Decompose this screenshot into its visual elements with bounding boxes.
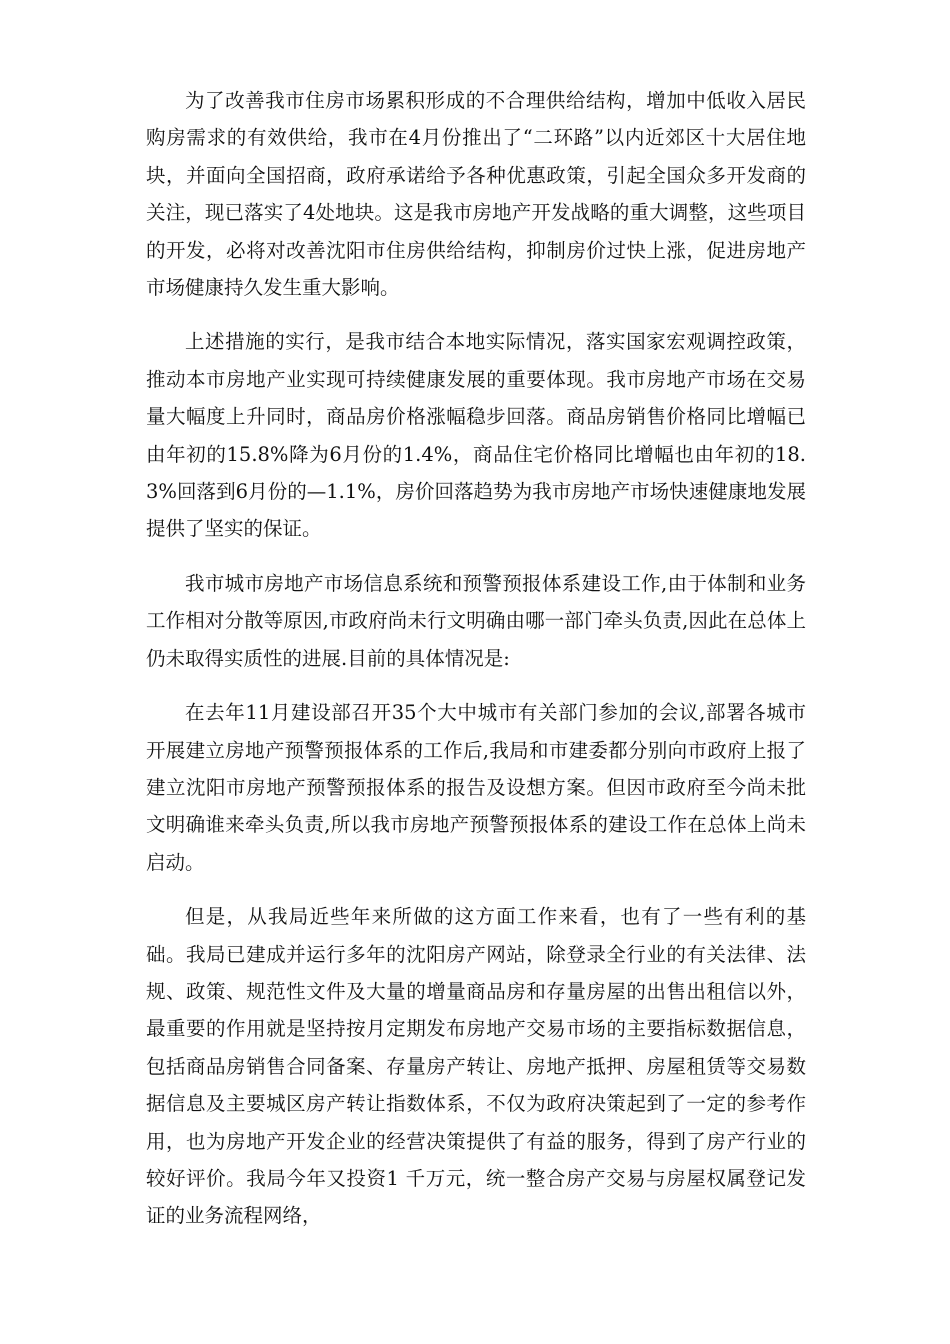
paragraph-1: 为了改善我市住房市场累积形成的不合理供给结构，增加中低收入居民购房需求的有效供给，我市在4月份推出了“二环路”以内近郊区十大居住地块，并面向全国招商，政府承诺给予各种优惠政策，引起全国众多开发商的关注，现已落实了4处地块。这是我市房地产开发战略的重大调整，这些项目的开发，必将对改善沈阳市住房供给结构，抑制房价过快上涨，促进房地产市场健康持久发生重大影响。 <box>146 89 806 300</box>
document-body <box>146 82 806 1252</box>
paragraph-5: 但是，从我局近些年来所做的这方面工作来看，也有了一些有利的基础。我局已建成并运行多年的沈阳房产网站，除登录全行业的有关法律、法规、政策、规范性文件及大量的增量商品房和存量房屋的出售出租信以外，最重要的作用就是坚持按月定期发布房地产交易市场的主要指标数据信息，包括商品房销售合同备案、存量房产转让、房地产抵押、房屋租赁等交易数据信息及主要城区房产转让指数体系，不仅为政府决策起到了一定的参考作用，也为房地产开发企业的经营决策提供了有益的服务，得到了房产行业的较好评价。我局今年又投资1 千万元，统一整合房产交易与房屋权属登记发证的业务流程网络， <box>146 905 806 1228</box>
paragraph-4: 在去年11月建设部召开35个大中城市有关部门参加的会议,部署各城市开展建立房地产预警预报体系的工作后,我局和市建委都分别向市政府上报了建立沈阳市房地产预警预报体系的报告及设想方案。但因市政府至今尚未批文明确谁来牵头负责,所以我市房地产预警预报体系的建设工作在总体上尚未启动。 <box>146 701 806 874</box>
paragraph-2: 上述措施的实行，是我市结合本地实际情况，落实国家宏观调控政策，推动本市房地产业实现可持续健康发展的重要体现。我市房地产市场在交易量大幅度上升同时，商品房价格涨幅稳步回落。商品房销售价格同比增幅已由年初的15.8%降为6月份的1.4%，商品住宅价格同比增幅也由年初的18.3%回落到6月份的—1.1%，房价回落趋势为我市房地产市场快速健康地发展提供了坚实的保证。 <box>146 330 806 541</box>
paragraph-3: 我市城市房地产市场信息系统和预警预报体系建设工作,由于体制和业务工作相对分散等原因,市政府尚未行文明确由哪一部门牵头负责,因此在总体上仍未取得实质性的进展.目前的具体情况是: <box>146 571 806 670</box>
